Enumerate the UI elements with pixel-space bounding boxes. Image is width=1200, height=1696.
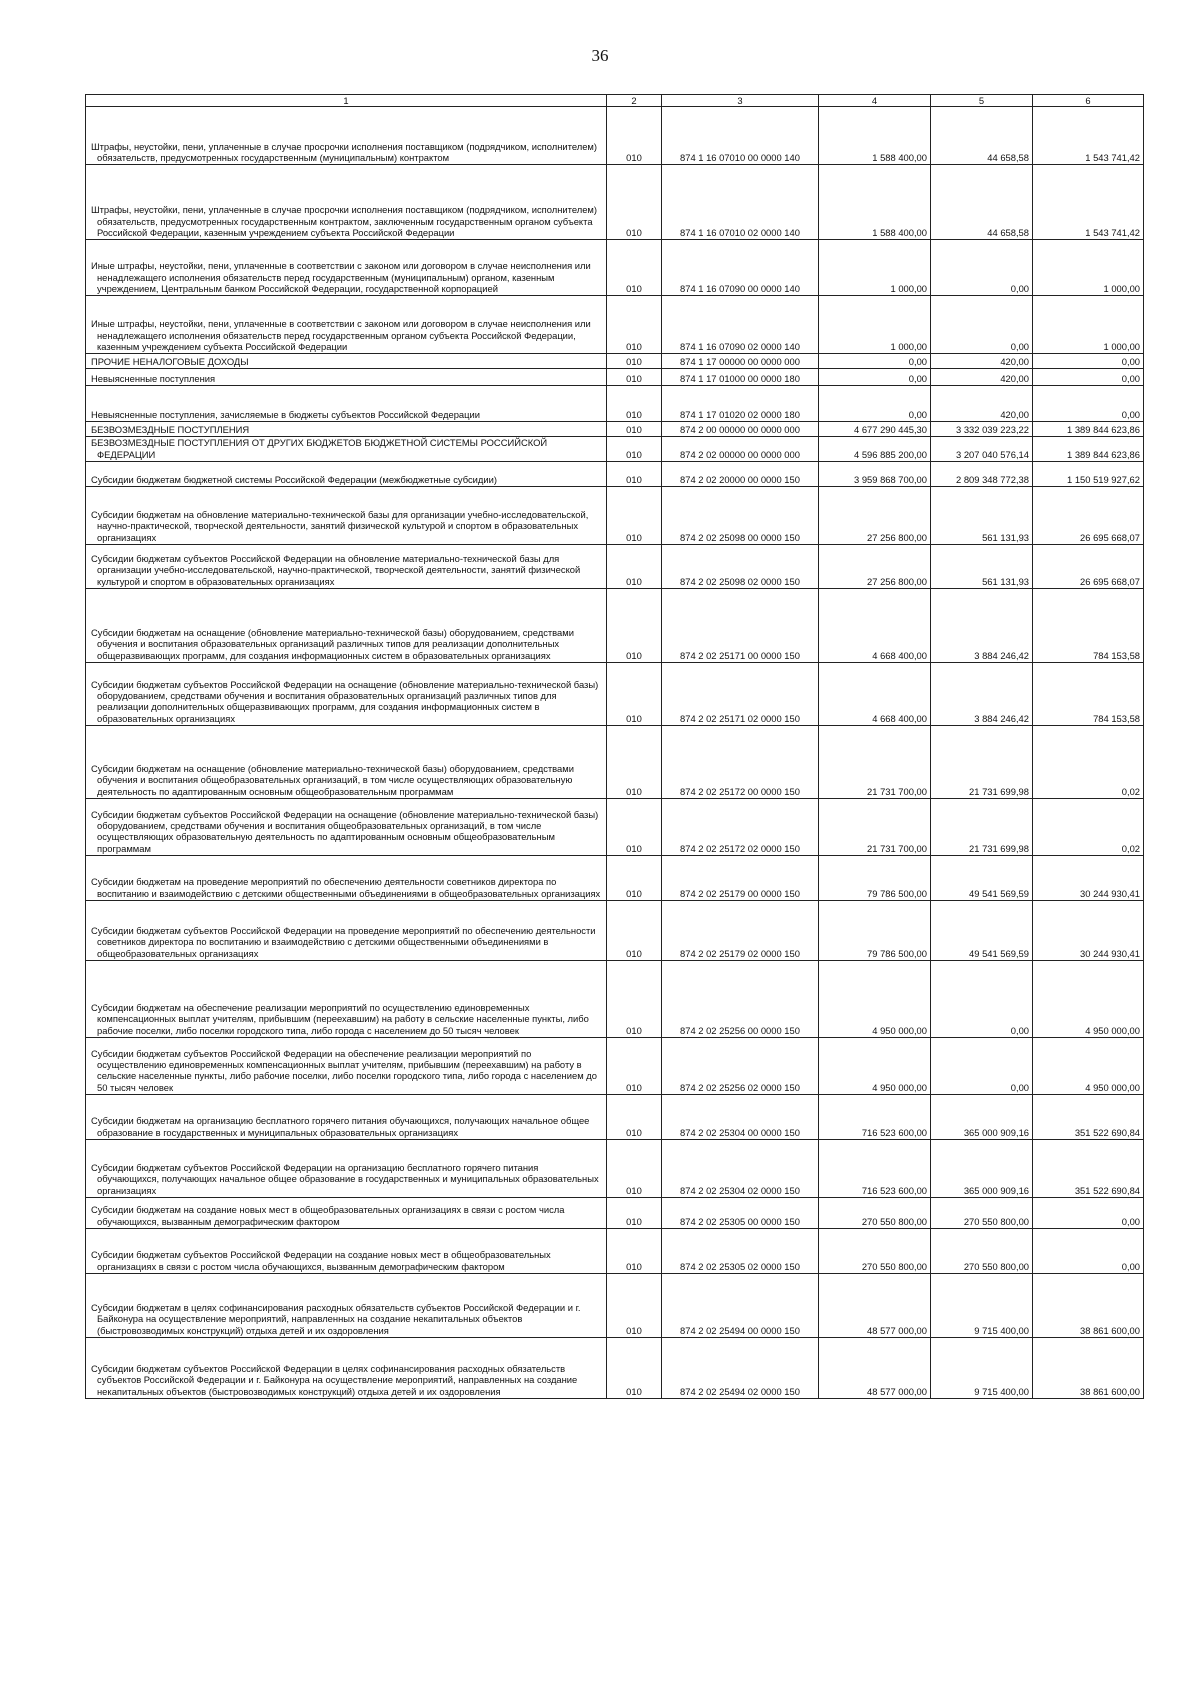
table-row <box>86 1273 1144 1337</box>
row-approved-amount: 0,00 <box>819 386 931 422</box>
row-name <box>86 960 607 1037</box>
row-line-code: 010 <box>607 1273 662 1337</box>
row-unexecuted-amount: 784 153,58 <box>1033 588 1144 662</box>
row-unexecuted-amount: 0,00 <box>1033 1197 1144 1228</box>
row-line-code: 010 <box>607 1139 662 1197</box>
row-unexecuted-amount: 0,00 <box>1033 386 1144 422</box>
row-line-code: 010 <box>607 354 662 369</box>
row-line-code: 010 <box>607 165 662 240</box>
row-name <box>86 386 607 422</box>
row-approved-amount: 4 677 290 445,30 <box>819 422 931 437</box>
row-approved-amount: 1 000,00 <box>819 296 931 354</box>
row-unexecuted-amount: 30 244 930,41 <box>1033 855 1144 900</box>
row-executed-amount: 270 550 800,00 <box>931 1197 1033 1228</box>
row-budget-code: 874 2 02 25172 00 0000 150 <box>662 725 819 798</box>
table-body <box>86 107 1144 1399</box>
row-approved-amount: 270 550 800,00 <box>819 1228 931 1273</box>
row-unexecuted-amount: 1 389 844 623,86 <box>1033 437 1144 462</box>
row-name-text: Субсидии бюджетам субъектов Российской Федерации на оснащение (обновление материально-технической базы) оборудованием, средствами обучения и воспитания образовательных организаций различных типов для реализации дополнительных общеразвивающих программ, для создания информационных систем в образовательных организациях <box>91 678 599 724</box>
row-approved-amount: 270 550 800,00 <box>819 1197 931 1228</box>
row-name-text: Субсидии бюджетам на проведение мероприятий по обеспечению деятельности советников директора по воспитанию и взаимодействию с детскими общественными объединениями в общеобразовательных организациях <box>91 876 601 899</box>
table-row <box>86 544 1144 588</box>
row-unexecuted-amount: 4 950 000,00 <box>1033 1037 1144 1094</box>
row-name <box>86 588 607 662</box>
row-name-text: БЕЗВОЗМЕЗДНЫЕ ПОСТУПЛЕНИЯ ОТ ДРУГИХ БЮДЖЕТОВ БЮДЖЕТНОЙ СИСТЕМЫ РОССИЙСКОЙ ФЕДЕРАЦИИ <box>91 437 548 460</box>
row-budget-code: 874 1 16 07010 02 0000 140 <box>662 165 819 240</box>
table-row <box>86 461 1144 486</box>
table-row <box>86 1037 1144 1094</box>
row-budget-code: 874 1 17 00000 00 0000 000 <box>662 354 819 369</box>
row-executed-amount: 44 658,58 <box>931 165 1033 240</box>
row-budget-code: 874 2 02 25256 00 0000 150 <box>662 960 819 1037</box>
row-name-text: Субсидии бюджетам субъектов Российской Федерации в целях софинансирования расходных обязательств субъектов Российской Федерации и г. Байконура на осуществление мероприятий, направленных на создание некапитальных объектов (быстровозводимых конструкций) отдыха детей и их оздоровления <box>91 1363 578 1397</box>
row-unexecuted-amount: 0,00 <box>1033 369 1144 386</box>
row-executed-amount: 9 715 400,00 <box>931 1337 1033 1398</box>
table-row <box>86 798 1144 855</box>
row-unexecuted-amount: 0,02 <box>1033 798 1144 855</box>
row-approved-amount: 4 668 400,00 <box>819 662 931 725</box>
table-row <box>86 725 1144 798</box>
row-name <box>86 1337 607 1398</box>
row-name <box>86 437 607 462</box>
row-budget-code: 874 2 02 25304 02 0000 150 <box>662 1139 819 1197</box>
row-line-code: 010 <box>607 240 662 296</box>
row-line-code: 010 <box>607 798 662 855</box>
row-name <box>86 1037 607 1094</box>
row-line-code: 010 <box>607 900 662 960</box>
row-name-text: БЕЗВОЗМЕЗДНЫЕ ПОСТУПЛЕНИЯ <box>91 424 250 435</box>
row-executed-amount: 44 658,58 <box>931 107 1033 165</box>
table-row <box>86 1337 1144 1398</box>
row-unexecuted-amount: 0,02 <box>1033 725 1144 798</box>
row-budget-code: 874 2 02 25098 00 0000 150 <box>662 486 819 544</box>
table-row <box>86 486 1144 544</box>
row-executed-amount: 2 809 348 772,38 <box>931 461 1033 486</box>
row-budget-code: 874 2 02 25172 02 0000 150 <box>662 798 819 855</box>
row-executed-amount: 0,00 <box>931 1037 1033 1094</box>
table-row <box>86 437 1144 462</box>
row-approved-amount: 0,00 <box>819 354 931 369</box>
table-row <box>86 422 1144 437</box>
row-unexecuted-amount: 0,00 <box>1033 354 1144 369</box>
row-unexecuted-amount: 38 861 600,00 <box>1033 1337 1144 1398</box>
row-unexecuted-amount: 351 522 690,84 <box>1033 1139 1144 1197</box>
row-unexecuted-amount: 1 543 741,42 <box>1033 165 1144 240</box>
row-line-code: 010 <box>607 107 662 165</box>
row-approved-amount: 21 731 700,00 <box>819 798 931 855</box>
row-unexecuted-amount: 784 153,58 <box>1033 662 1144 725</box>
row-name <box>86 1273 607 1337</box>
row-approved-amount: 4 950 000,00 <box>819 1037 931 1094</box>
row-budget-code: 874 2 02 25305 02 0000 150 <box>662 1228 819 1273</box>
row-name <box>86 900 607 960</box>
table-row <box>86 354 1144 369</box>
row-approved-amount: 4 950 000,00 <box>819 960 931 1037</box>
row-line-code: 010 <box>607 296 662 354</box>
row-unexecuted-amount: 0,00 <box>1033 1228 1144 1273</box>
row-name-text: Штрафы, неустойки, пени, уплаченные в случае просрочки исполнения поставщиком (подрядчиком, исполнителем) обязательств, предусмотренных государственным контрактом, заключенным государственным органом субъекта Российской Федерации, казенным учреждением субъекта Российской Федерации <box>91 204 597 238</box>
row-executed-amount: 365 000 909,16 <box>931 1139 1033 1197</box>
row-name <box>86 662 607 725</box>
row-line-code: 010 <box>607 662 662 725</box>
row-unexecuted-amount: 1 389 844 623,86 <box>1033 422 1144 437</box>
table-row <box>86 1139 1144 1197</box>
row-executed-amount: 561 131,93 <box>931 544 1033 588</box>
row-budget-code: 874 2 02 20000 00 0000 150 <box>662 461 819 486</box>
row-name-text: Субсидии бюджетам субъектов Российской Федерации на организацию бесплатного горячего питания обучающихся, получающих начальное общее образование в государственных и муниципальных образовательных организациях <box>91 1162 599 1196</box>
row-executed-amount: 49 541 569,59 <box>931 855 1033 900</box>
row-budget-code: 874 1 16 07090 00 0000 140 <box>662 240 819 296</box>
row-budget-code: 874 2 02 25304 00 0000 150 <box>662 1094 819 1139</box>
row-name-text: Субсидии бюджетам на обновление материально-технической базы для организации учебно-исследовательской, научно-практической, творческой деятельности, занятий физической культурой и спортом в образовательных организациях <box>91 509 589 543</box>
row-executed-amount: 0,00 <box>931 240 1033 296</box>
row-budget-code: 874 2 02 25179 00 0000 150 <box>662 855 819 900</box>
row-line-code: 010 <box>607 1337 662 1398</box>
row-executed-amount: 21 731 699,98 <box>931 725 1033 798</box>
row-line-code: 010 <box>607 544 662 588</box>
row-name <box>86 798 607 855</box>
row-line-code: 010 <box>607 725 662 798</box>
row-name-text: Субсидии бюджетам субъектов Российской Федерации на оснащение (обновление материально-технической базы) оборудованием, средствами обучения и воспитания общеобразовательных организаций, в том числе осуществляющих образовательную деятельность по адаптированным основным общеобразовательным программам <box>91 808 599 854</box>
row-name <box>86 725 607 798</box>
row-name <box>86 165 607 240</box>
row-name-text: ПРОЧИЕ НЕНАЛОГОВЫЕ ДОХОДЫ <box>91 356 249 367</box>
column-header-2: 2 <box>607 95 662 107</box>
row-executed-amount: 3 884 246,42 <box>931 588 1033 662</box>
budget-execution-table <box>85 94 1144 1399</box>
row-budget-code: 874 2 02 25179 02 0000 150 <box>662 900 819 960</box>
row-unexecuted-amount: 1 000,00 <box>1033 296 1144 354</box>
table-row <box>86 1197 1144 1228</box>
row-executed-amount: 3 884 246,42 <box>931 662 1033 725</box>
row-name-text: Субсидии бюджетам бюджетной системы Российской Федерации (межбюджетные субсидии) <box>91 473 497 485</box>
table-row <box>86 386 1144 422</box>
row-budget-code: 874 2 02 25171 00 0000 150 <box>662 588 819 662</box>
row-approved-amount: 716 523 600,00 <box>819 1094 931 1139</box>
row-executed-amount: 420,00 <box>931 369 1033 386</box>
row-unexecuted-amount: 1 150 519 927,62 <box>1033 461 1144 486</box>
row-budget-code: 874 2 02 25305 00 0000 150 <box>662 1197 819 1228</box>
row-unexecuted-amount: 30 244 930,41 <box>1033 900 1144 960</box>
row-approved-amount: 1 588 400,00 <box>819 107 931 165</box>
row-line-code: 010 <box>607 1228 662 1273</box>
row-name <box>86 1094 607 1139</box>
row-approved-amount: 716 523 600,00 <box>819 1139 931 1197</box>
table-row <box>86 296 1144 354</box>
row-executed-amount: 420,00 <box>931 354 1033 369</box>
row-name <box>86 1139 607 1197</box>
row-executed-amount: 420,00 <box>931 386 1033 422</box>
table-row <box>86 369 1144 386</box>
row-name <box>86 296 607 354</box>
row-line-code: 010 <box>607 1037 662 1094</box>
row-executed-amount: 3 332 039 223,22 <box>931 422 1033 437</box>
row-budget-code: 874 2 02 00000 00 0000 000 <box>662 437 819 462</box>
row-approved-amount: 4 668 400,00 <box>819 588 931 662</box>
row-unexecuted-amount: 1 543 741,42 <box>1033 107 1144 165</box>
table-row <box>86 240 1144 296</box>
row-line-code: 010 <box>607 1094 662 1139</box>
row-name-text: Субсидии бюджетам субъектов Российской Федерации на создание новых мест в общеобразовательных организациях в связи с ростом числа обучающихся, вызванным демографическим фактором <box>91 1249 551 1272</box>
row-name-text: Субсидии бюджетам на оснащение (обновление материально-технической базы) оборудованием, средствами обучения и воспитания образовательных организаций различных типов для реализации дополнительных общеразвивающих программ, для создания информационных систем в образовательных организациях <box>91 627 574 661</box>
column-header-1: 1 <box>86 95 607 107</box>
row-approved-amount: 3 959 868 700,00 <box>819 461 931 486</box>
table-row <box>86 588 1144 662</box>
row-name-text: Субсидии бюджетам на создание новых мест в общеобразовательных организациях в связи с ростом числа обучающихся, вызванным демографическим фактором <box>91 1204 565 1227</box>
table-row <box>86 960 1144 1037</box>
row-line-code: 010 <box>607 369 662 386</box>
row-name-text: Субсидии бюджетам в целях софинансирования расходных обязательств субъектов Российской Федерации и г. Байконура на осуществление мероприятий, направленных на создание некапитальных объектов (быстровозводимых конструкций) отдыха детей и их оздоровления <box>91 1302 581 1336</box>
row-executed-amount: 0,00 <box>931 960 1033 1037</box>
column-header-6: 6 <box>1033 95 1144 107</box>
row-budget-code: 874 1 16 07090 02 0000 140 <box>662 296 819 354</box>
column-number-row <box>86 95 1144 107</box>
row-name <box>86 461 607 486</box>
row-budget-code: 874 1 17 01020 02 0000 180 <box>662 386 819 422</box>
row-executed-amount: 21 731 699,98 <box>931 798 1033 855</box>
row-executed-amount: 270 550 800,00 <box>931 1228 1033 1273</box>
row-name <box>86 855 607 900</box>
row-line-code: 010 <box>607 386 662 422</box>
row-budget-code: 874 1 16 07010 00 0000 140 <box>662 107 819 165</box>
row-approved-amount: 48 577 000,00 <box>819 1273 931 1337</box>
row-name-text: Субсидии бюджетам субъектов Российской Федерации на обеспечение реализации мероприятий по осуществлению единовременных компенсационных выплат учителям, прибывшим (переехавшим) на работу в сельские населенные пункты, либо рабочие поселки, либо поселки городского типа, либо города с населением до 50 тысяч человек <box>91 1047 597 1093</box>
row-budget-code: 874 2 02 25494 02 0000 150 <box>662 1337 819 1398</box>
row-executed-amount: 9 715 400,00 <box>931 1273 1033 1337</box>
row-line-code: 010 <box>607 1197 662 1228</box>
table-row <box>86 1228 1144 1273</box>
row-budget-code: 874 2 00 00000 00 0000 000 <box>662 422 819 437</box>
row-name-text: Иные штрафы, неустойки, пени, уплаченные в соответствии с законом или договором в случае неисполнения или ненадлежащего исполнения обязательств перед государственным органом субъекта Российской Федерации, казенным учреждением субъекта Российской Федерации <box>91 318 591 352</box>
row-name-text: Субсидии бюджетам субъектов Российской Федерации на обновление материально-технической базы для организации учебно-исследовательской, научно-практической, творческой деятельности, занятий физической культурой и спортом в образовательных организациях <box>91 553 581 587</box>
table-row <box>86 107 1144 165</box>
row-executed-amount: 0,00 <box>931 296 1033 354</box>
row-line-code: 010 <box>607 486 662 544</box>
row-budget-code: 874 2 02 25256 02 0000 150 <box>662 1037 819 1094</box>
row-executed-amount: 3 207 040 576,14 <box>931 437 1033 462</box>
row-approved-amount: 0,00 <box>819 369 931 386</box>
row-name-text: Невыясненные поступления, зачисляемые в бюджеты субъектов Российской Федерации <box>91 409 480 420</box>
row-executed-amount: 49 541 569,59 <box>931 900 1033 960</box>
row-approved-amount: 1 000,00 <box>819 240 931 296</box>
column-header-3: 3 <box>662 95 819 107</box>
row-unexecuted-amount: 38 861 600,00 <box>1033 1273 1144 1337</box>
row-approved-amount: 27 256 800,00 <box>819 486 931 544</box>
row-line-code: 010 <box>607 960 662 1037</box>
row-name <box>86 369 607 386</box>
table-row <box>86 1094 1144 1139</box>
row-unexecuted-amount: 4 950 000,00 <box>1033 960 1144 1037</box>
page-number: 36 <box>591 46 609 65</box>
row-unexecuted-amount: 1 000,00 <box>1033 240 1144 296</box>
row-approved-amount: 27 256 800,00 <box>819 544 931 588</box>
column-header-4: 4 <box>819 95 931 107</box>
row-executed-amount: 561 131,93 <box>931 486 1033 544</box>
row-approved-amount: 79 786 500,00 <box>819 900 931 960</box>
row-name-text: Иные штрафы, неустойки, пени, уплаченные в соответствии с законом или договором в случае неисполнения или ненадлежащего исполнения обязательств перед государственным (муниципальным) органом, казенным учреждением, Центральным банком Российской Федерации, государственной корпорацией <box>91 260 591 294</box>
row-name-text: Штрафы, неустойки, пени, уплаченные в случае просрочки исполнения поставщиком (подрядчиком, исполнителем) обязательств, предусмотренных государственным (муниципальным) контрактом <box>91 140 597 163</box>
row-line-code: 010 <box>607 461 662 486</box>
row-name <box>86 240 607 296</box>
row-budget-code: 874 2 02 25494 00 0000 150 <box>662 1273 819 1337</box>
row-name-text: Субсидии бюджетам на организацию бесплатного горячего питания обучающихся, получающих начальное общее образование в государственных и муниципальных образовательных организациях <box>91 1115 590 1138</box>
row-unexecuted-amount: 26 695 668,07 <box>1033 544 1144 588</box>
row-name <box>86 422 607 437</box>
row-executed-amount: 365 000 909,16 <box>931 1094 1033 1139</box>
row-name <box>86 354 607 369</box>
row-name-text: Субсидии бюджетам на оснащение (обновление материально-технической базы) оборудованием, средствами обучения и воспитания общеобразовательных организаций, в том числе осуществляющих образовательную деятельность по адаптированным основным общеобразовательным программам <box>91 763 574 797</box>
row-name <box>86 486 607 544</box>
row-name <box>86 544 607 588</box>
table-row <box>86 662 1144 725</box>
row-unexecuted-amount: 26 695 668,07 <box>1033 486 1144 544</box>
row-approved-amount: 21 731 700,00 <box>819 725 931 798</box>
table-row <box>86 165 1144 240</box>
row-unexecuted-amount: 351 522 690,84 <box>1033 1094 1144 1139</box>
column-header-5: 5 <box>931 95 1033 107</box>
row-line-code: 010 <box>607 855 662 900</box>
row-name <box>86 1228 607 1273</box>
row-budget-code: 874 2 02 25171 02 0000 150 <box>662 662 819 725</box>
row-line-code: 010 <box>607 588 662 662</box>
row-name <box>86 107 607 165</box>
row-line-code: 010 <box>607 422 662 437</box>
row-name-text: Невыясненные поступления <box>91 373 216 384</box>
row-approved-amount: 4 596 885 200,00 <box>819 437 931 462</box>
row-approved-amount: 79 786 500,00 <box>819 855 931 900</box>
row-name-text: Субсидии бюджетам на обеспечение реализации мероприятий по осуществлению единовременных компенсационных выплат учителям, прибывшим (переехавшим) на работу в сельские населенные пункты, либо рабочие поселки, либо поселки городского типа, либо города с населением до 50 тысяч человек <box>91 1002 589 1036</box>
row-approved-amount: 48 577 000,00 <box>819 1337 931 1398</box>
table-row <box>86 900 1144 960</box>
table-row <box>86 855 1144 900</box>
row-budget-code: 874 2 02 25098 02 0000 150 <box>662 544 819 588</box>
row-approved-amount: 1 588 400,00 <box>819 165 931 240</box>
row-budget-code: 874 1 17 01000 00 0000 180 <box>662 369 819 386</box>
row-name <box>86 1197 607 1228</box>
row-line-code: 010 <box>607 437 662 462</box>
row-name-text: Субсидии бюджетам субъектов Российской Федерации на проведение мероприятий по обеспечению деятельности советников директора по воспитанию и взаимодействию с детскими общественными объединениями в общеобразовательных организациях <box>91 925 596 959</box>
